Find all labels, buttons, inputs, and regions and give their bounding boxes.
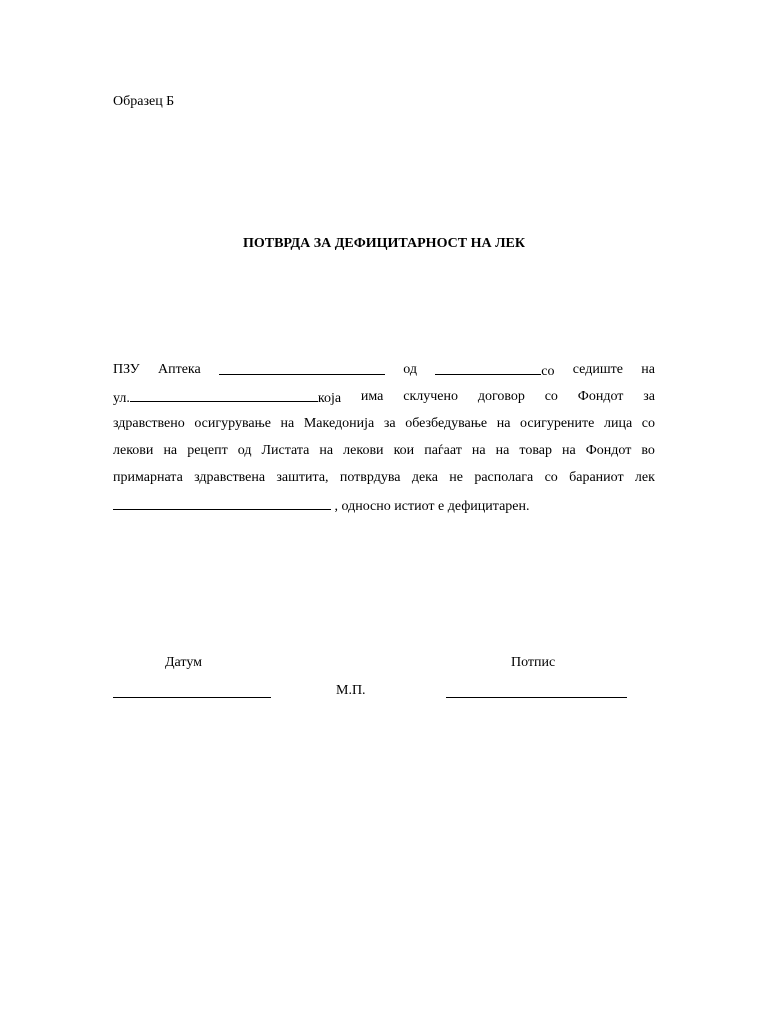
body-paragraph: [113, 360, 655, 522]
body-line-1: [113, 360, 655, 387]
street-prefix: ул.: [113, 391, 130, 406]
word: заштита,: [276, 470, 329, 485]
word: за: [383, 416, 396, 431]
word: товар: [519, 443, 552, 458]
body-line-3: [113, 414, 655, 441]
word: обезбедување: [405, 416, 488, 431]
word: Аптека: [157, 362, 201, 377]
word: осигурените: [520, 416, 595, 431]
word: на: [163, 443, 178, 458]
date-blank[interactable]: [113, 697, 271, 698]
signature-blank[interactable]: [446, 697, 627, 698]
word: примарната: [113, 470, 183, 485]
word: со: [641, 416, 655, 431]
document-title: ПОТВРДА ЗА ДЕФИЦИТАРНОСТ НА ЛЕК: [242, 236, 526, 251]
word: на: [319, 443, 334, 458]
deficiency-statement: , односно истиот е дефицитарен.: [334, 499, 530, 514]
pharmacy-name-blank[interactable]: [219, 360, 385, 375]
word: ПЗУ: [113, 362, 140, 377]
word: за: [643, 389, 655, 404]
word: паѓаат: [424, 443, 462, 458]
pharmacy-id-blank[interactable]: [435, 360, 541, 375]
word: располага: [474, 470, 534, 485]
word: Македонија: [303, 416, 375, 431]
word: која: [317, 391, 342, 406]
stamp-label: М.П.: [336, 683, 366, 698]
word: на: [562, 443, 576, 458]
word: здравствено: [113, 416, 185, 431]
body-line-2: [113, 387, 655, 414]
word: потврдува: [339, 470, 401, 485]
word: седиште: [572, 362, 623, 377]
medicine-name-blank[interactable]: [113, 495, 331, 510]
word: на: [641, 362, 655, 377]
word: договор: [477, 389, 525, 404]
word: дека: [411, 470, 438, 485]
word: од: [237, 443, 252, 458]
word: здравствена: [194, 470, 266, 485]
word: лекови: [113, 443, 154, 458]
body-line-4: [113, 441, 655, 468]
word: на: [280, 416, 295, 431]
word: Листата: [261, 443, 310, 458]
word: Фондот: [577, 389, 624, 404]
word: на: [495, 443, 510, 458]
form-code: Образец Б: [113, 94, 175, 109]
word: со: [541, 364, 555, 379]
word: осигурување: [194, 416, 271, 431]
word: кои: [393, 443, 415, 458]
body-line-6: [113, 495, 655, 522]
word: бараниот: [569, 470, 624, 485]
word: лица: [603, 416, 633, 431]
word: од: [403, 362, 418, 377]
word: во: [641, 443, 655, 458]
street-group: [113, 387, 341, 414]
date-label: Датум: [165, 655, 203, 670]
signature-label: Потпис: [511, 655, 556, 670]
body-line-5: [113, 468, 655, 495]
word: лек: [634, 470, 655, 485]
street-address-blank[interactable]: [130, 387, 318, 402]
word: има: [360, 389, 384, 404]
word: на: [496, 416, 511, 431]
word: Фондот: [585, 443, 632, 458]
word: не: [449, 470, 464, 485]
word: со: [544, 389, 558, 404]
word: лекови: [343, 443, 384, 458]
word: склучено: [403, 389, 458, 404]
word: со: [544, 470, 558, 485]
word: рецепт: [187, 443, 228, 458]
word: на: [471, 443, 486, 458]
blank-group: [435, 360, 554, 387]
